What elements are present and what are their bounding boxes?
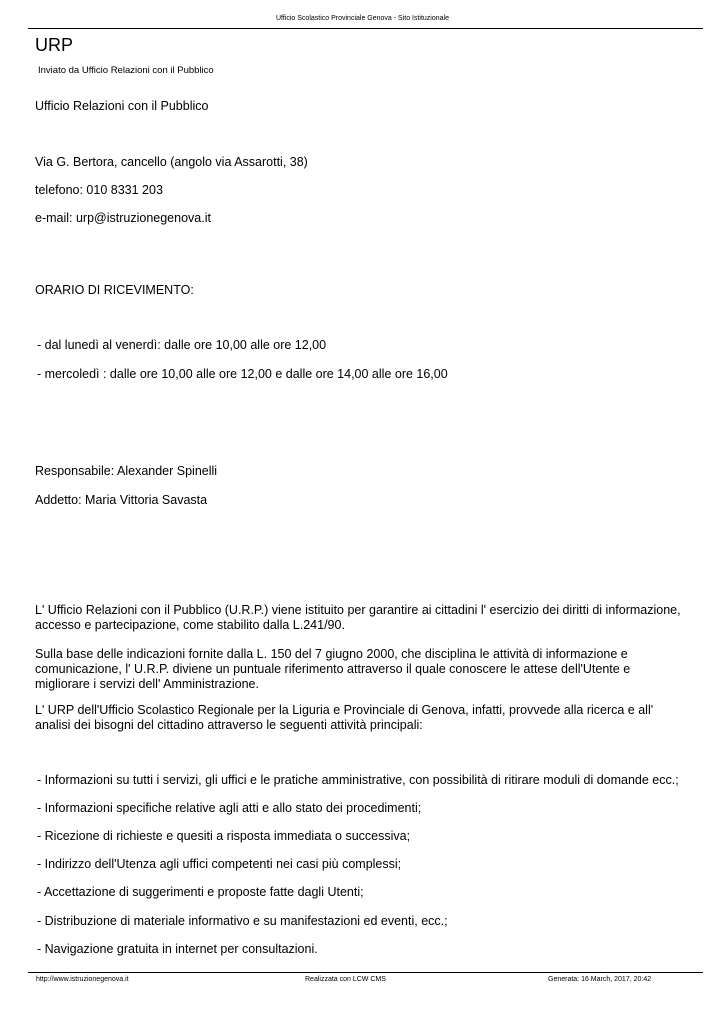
header-divider	[28, 28, 703, 29]
list-item: - Distribuzione di materiale informativo e su manifestazioni ed eventi, ecc.;	[37, 914, 448, 928]
hours-heading: ORARIO DI RICEVIMENTO:	[35, 283, 194, 297]
assistant: Addetto: Maria Vittoria Savasta	[35, 493, 208, 507]
paragraph: Sulla base delle indicazioni fornite dalla L. 150 del 7 giugno 2000, che disciplina le attività di informazione e comunicazione, l' U.R.P. diviene un puntuale riferimento attraverso il quale conoscere le attese dell'Utente e migliorare i servizi dell' Amministrazione.	[35, 647, 631, 691]
list-item: - Informazioni su tutti i servizi, gli uffici e le pratiche amministrative, con possibilità di ritirare moduli di domande ecc.;	[37, 773, 679, 787]
page-title: URP	[35, 35, 74, 55]
hours-line: - dal lunedì al venerdì: dalle ore 10,00 alle ore 12,00	[37, 338, 327, 352]
office-phone: telefono: 010 8331 203	[35, 183, 163, 197]
office-address: Via G. Bertora, cancello (angolo via Assarotti, 38)	[35, 155, 308, 169]
footer-url: http://www.istruzionegenova.it	[36, 976, 129, 983]
hours-line: - mercoledì : dalle ore 10,00 alle ore 12,00 e dalle ore 14,00 alle ore 16,00	[37, 367, 448, 381]
office-email: e-mail: urp@istruzionegenova.it	[35, 211, 211, 225]
paragraph: L' URP dell'Ufficio Scolastico Regionale per la Liguria e Provinciale di Genova, infatti, provvede alla ricerca e all' analisi dei bisogni del cittadino attraverso le seguenti attività principali:	[35, 703, 654, 732]
footer-cms: Realizzata con LCW CMS	[305, 976, 386, 983]
paragraph: L' Ufficio Relazioni con il Pubblico (U.R.P.) viene istituito per garantire ai cittadini l' esercizio dei diritti di informazione, accesso e partecipazione, come stabilito dalla L.241/90.	[35, 603, 681, 632]
page-header: Ufficio Scolastico Provinciale Genova - Sito Istituzionale	[275, 15, 449, 22]
footer-generated: Generata: 16 March, 2017, 20:42	[548, 976, 652, 983]
footer-divider	[28, 972, 703, 973]
list-item: - Navigazione gratuita in internet per consultazioni.	[37, 942, 318, 956]
list-item: - Accettazione di suggerimenti e proposte fatte dagli Utenti;	[37, 885, 364, 899]
office-name: Ufficio Relazioni con il Pubblico	[35, 99, 209, 113]
list-item: - Informazioni specifiche relative agli atti e allo stato dei procedimenti;	[37, 801, 422, 815]
manager: Responsabile: Alexander Spinelli	[35, 464, 218, 478]
list-item: - Ricezione di richieste e quesiti a risposta immediata o successiva;	[37, 829, 411, 843]
sent-by: Inviato da Ufficio Relazioni con il Pubblico	[38, 65, 214, 76]
list-item: - Indirizzo dell'Utenza agli uffici competenti nei casi più complessi;	[37, 857, 402, 871]
